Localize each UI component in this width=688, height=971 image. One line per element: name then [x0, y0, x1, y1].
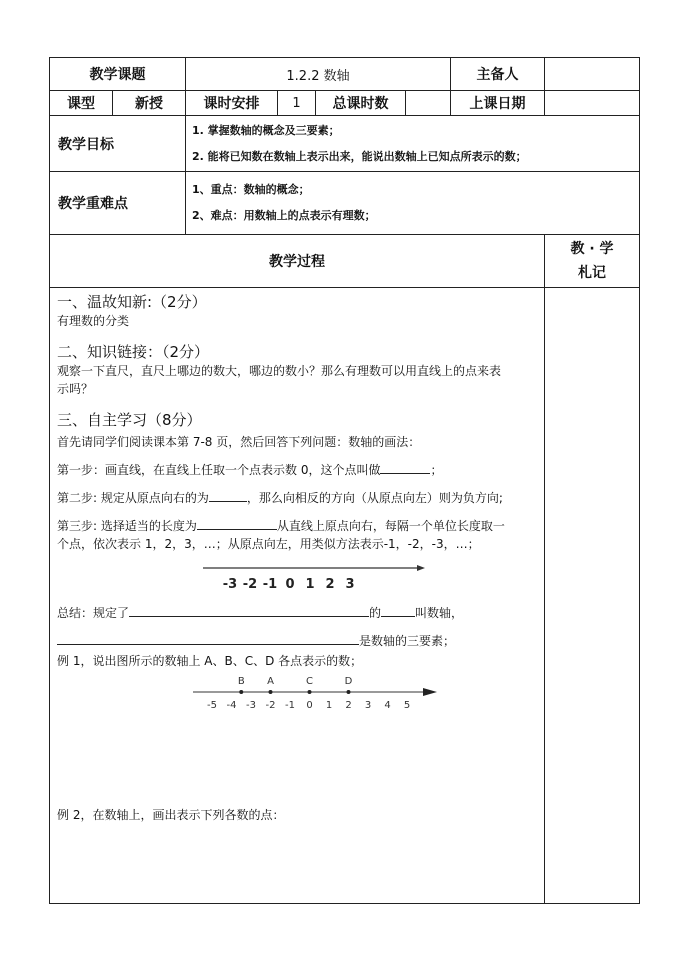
topic-value: 1.2.2 数轴	[186, 58, 451, 91]
example-1: 例 1，说出图所示的数轴上 A、B、C、D 各点表示的数；	[57, 654, 363, 668]
figure-2-point-dot	[269, 690, 273, 694]
process-body	[50, 288, 545, 904]
figure-2-tick-label: -4	[226, 700, 237, 711]
summary-text: 总结：规定了	[57, 606, 130, 620]
section-1-title: 一、温故知新:（2分）	[57, 293, 207, 311]
step-2	[57, 489, 538, 507]
figure-2-tick-label: -2	[265, 700, 276, 711]
example-2: 例 2，在数轴上，画出表示下列各数的点：	[57, 808, 285, 822]
summary-line	[57, 604, 538, 622]
row-process-body	[50, 288, 640, 904]
figure-2-point-dot	[308, 690, 312, 694]
step-3-cont: 从直线上原点向右，每隔一个单位长度取一	[276, 519, 505, 533]
notes-title-line-1: 教 · 学	[570, 241, 614, 257]
figure-1-tick-label: -1	[262, 577, 278, 592]
schedule-label: 课时安排	[186, 91, 278, 116]
key-points-label: 教学重难点	[50, 172, 186, 235]
summary-end: 叫数轴，	[415, 606, 464, 620]
figure-2-tick-label: 5	[403, 700, 411, 711]
objectives-content	[186, 116, 640, 172]
step-3-line-2: 个点，依次表示 1，2，3，…；从原点向左，用类似方法表示-1，-2，-3，…；	[57, 537, 480, 551]
lesson-plan-table	[49, 57, 640, 904]
row-type	[50, 91, 640, 116]
objective-item: 1. 掌握数轴的概念及三要素；	[192, 123, 340, 137]
summary-three-elements: 是数轴的三要素；	[359, 634, 456, 648]
notes-column	[545, 288, 640, 904]
row-topic	[50, 58, 640, 91]
total-value	[406, 91, 451, 116]
date-value	[545, 91, 640, 116]
figure-2-tick-label: -5	[207, 700, 217, 711]
row-objectives	[50, 116, 640, 172]
figure-2-tick-label: 0	[306, 700, 313, 711]
figure-2-point-dot	[347, 690, 351, 694]
figure-1-arrow	[417, 565, 425, 571]
figure-1-tick-label: -3	[222, 577, 238, 592]
figure-2-point-label: D	[344, 676, 353, 687]
step-1-end: ；	[430, 463, 443, 477]
row-key-points	[50, 172, 640, 235]
type-label: 课型	[50, 91, 113, 116]
schedule-value: 1	[278, 91, 316, 116]
section-1-text: 有理数的分类	[57, 314, 130, 328]
step-3	[57, 517, 538, 535]
preparer-label: 主备人	[451, 58, 545, 91]
step-1-blank	[380, 461, 430, 474]
figure-2-points	[238, 676, 353, 694]
step-3-text: 第三步: 选择适当的长度为	[57, 519, 197, 533]
figure-2-tick-label: -1	[285, 700, 295, 711]
figure-2-point-label: A	[267, 676, 274, 687]
figure-2-tick-label: 2	[345, 700, 352, 711]
section-3-title: 三、自主学习（8分）	[57, 411, 202, 429]
figure-2-point-dot	[239, 690, 243, 694]
figure-2-tick-label: 3	[364, 700, 372, 711]
step-2-end: ，那么向相反的方向（从原点向左）则为负方向;	[246, 491, 503, 505]
key-point-item: 1、重点：数轴的概念；	[192, 183, 310, 196]
key-point-item: 2、难点：用数轴上的点表示有理数；	[192, 209, 376, 222]
preparer-value	[545, 58, 640, 91]
figure-2-arrow	[423, 688, 437, 696]
summary-line-2	[57, 632, 538, 650]
row-process-header	[50, 235, 640, 288]
figure-2-tick-label: 1	[325, 700, 333, 711]
figure-1-ticks	[223, 577, 355, 592]
summary-blank-3	[57, 632, 359, 645]
objectives-label: 教学目标	[50, 116, 186, 172]
number-line-figure-2	[57, 674, 575, 714]
section-3-intro: 首先请同学们阅读课本第 7-8 页，然后回答下列问题：数轴的画法：	[57, 435, 421, 449]
process-title: 教学过程	[50, 235, 545, 288]
figure-1-tick-label: 0	[285, 577, 295, 592]
summary-of: 的	[369, 606, 382, 620]
topic-label: 教学课题	[50, 58, 186, 91]
section-2-title: 二、知识链接：（2分）	[57, 343, 210, 361]
figure-2-ticks	[207, 700, 410, 711]
step-3-blank	[197, 517, 277, 530]
step-2-text: 第二步: 规定从原点向右的为	[57, 491, 209, 505]
notes-title-line-2: 札记	[578, 265, 607, 281]
date-label: 上课日期	[451, 91, 545, 116]
figure-2-tick-label: -3	[246, 700, 256, 711]
step-1-text: 第一步：画直线，在直线上任取一个点表示数 0，这个点叫做	[57, 463, 381, 477]
number-line-figure-1	[57, 558, 575, 594]
key-points-content	[186, 172, 640, 235]
figure-1-tick-label: 2	[325, 577, 335, 592]
summary-blank-1	[129, 604, 369, 617]
step-2-blank	[209, 489, 247, 502]
figure-1-tick-label: -2	[242, 577, 258, 592]
summary-blank-2	[381, 604, 415, 617]
section-2-text-2: 示吗？	[57, 382, 94, 396]
type-value: 新授	[113, 91, 186, 116]
section-2-text-1: 观察一下直尺，直尺上哪边的数大，哪边的数小？那么有理数可以用直线上的点来表	[57, 364, 502, 378]
figure-1-tick-label: 3	[345, 577, 355, 592]
figure-2-tick-label: 4	[384, 700, 391, 711]
objective-item: 2. 能将已知数在数轴上表示出来，能说出数轴上已知点所表示的数；	[192, 149, 527, 163]
step-1	[57, 461, 538, 479]
figure-2-point-label: B	[237, 676, 245, 687]
total-label: 总课时数	[316, 91, 406, 116]
notes-title	[545, 235, 640, 288]
figure-2-point-label: C	[306, 676, 313, 687]
figure-1-tick-label: 1	[305, 577, 315, 592]
